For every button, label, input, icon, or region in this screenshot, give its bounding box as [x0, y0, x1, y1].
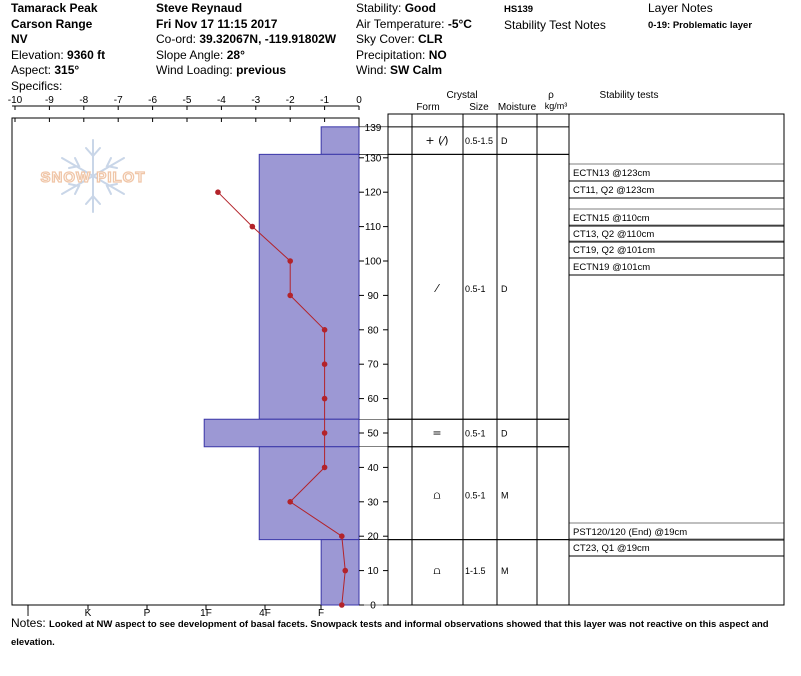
height-tick-label: 130 [364, 153, 382, 165]
temp-tick-label: 0 [356, 95, 362, 106]
temperature-point [322, 465, 328, 471]
air-temp-value: -5°C [447, 16, 472, 31]
layer-form: = [432, 426, 442, 440]
height-top-label: 139 [364, 123, 382, 134]
layer-size: 0.5-1.5 [465, 136, 494, 147]
temperature-point [339, 533, 345, 539]
temperature-point [287, 258, 293, 264]
layer-notes-heading: Layer Notes [648, 1, 713, 15]
height-tick-label: 10 [367, 566, 379, 578]
wind-loading-label: Wind Loading: [156, 63, 237, 77]
height-tick-label: 30 [367, 497, 379, 509]
height-tick-label: 120 [364, 187, 382, 199]
precip-value: NO [428, 47, 447, 62]
temperature-point [322, 327, 328, 333]
hardness-bar [321, 127, 359, 155]
layer-form: ⩍ [433, 488, 441, 502]
layer-size: 0.5-1 [465, 490, 486, 501]
temp-tick-label: -5 [182, 95, 192, 106]
notes [11, 615, 801, 651]
temp-tick-label: -1 [320, 95, 330, 106]
hardness-tick-label: 1F [200, 608, 212, 619]
hardness-tick-label: 4F [259, 608, 271, 619]
wind-label: Wind: [356, 63, 391, 77]
aspect-value: 315° [54, 63, 80, 77]
height-tick-label: 70 [367, 359, 379, 371]
temp-tick-label: -7 [113, 95, 123, 106]
crystal-header: Crystal [446, 90, 478, 101]
wind-value: SW Calm [390, 63, 443, 77]
coord-value: 39.32067N, -119.91802W [199, 32, 337, 46]
hardness-tick-label: P [143, 608, 151, 619]
slope-value: 28° [226, 47, 245, 62]
layer-moisture: M [501, 566, 509, 577]
temp-tick-label: -9 [44, 95, 54, 106]
hardness-bar [259, 447, 359, 540]
stability-label: Stability: [356, 1, 405, 15]
hardness-tick-label: K [84, 608, 92, 619]
stability-tests-header: Stability tests [599, 90, 659, 101]
height-tick-label: 20 [367, 531, 379, 543]
hardness-tick-label: I [26, 608, 30, 619]
height-tick-label: 90 [367, 290, 379, 302]
stability-test-entry: ECTN15 @110cm [573, 213, 650, 224]
stability-test-entry: CT11, Q2 @123cm [573, 185, 655, 196]
notes-label: Notes: [11, 616, 46, 630]
range-name: Carson Range [11, 16, 93, 31]
aspect-label: Aspect: [11, 63, 55, 77]
layer-size: 0.5-1 [465, 284, 486, 295]
temperature-point [287, 499, 293, 505]
hardness-tick-label: F [317, 608, 325, 619]
sky-cover-value: CLR [418, 32, 443, 46]
stability-test-entry: CT13, Q2 @110cm [573, 229, 655, 240]
density-symbol: ρ [548, 90, 554, 101]
temperature-point [342, 568, 348, 574]
layer-moisture: D [501, 136, 508, 147]
height-tick-label: 40 [367, 462, 379, 474]
layer-form: ⩍ [433, 564, 441, 578]
moisture-header: Moisture [497, 102, 537, 113]
elevation-label: Elevation: [11, 47, 68, 62]
layer-moisture: D [501, 428, 508, 439]
density-unit: kg/m³ [544, 101, 568, 111]
temperature-point [322, 361, 328, 367]
temp-tick-label: -10 [7, 95, 23, 106]
layer-moisture: M [501, 490, 509, 501]
height-tick-label: 0 [370, 600, 376, 612]
layer-moisture: D [501, 284, 508, 295]
layer-note-problem: 0-19: Problematic layer [648, 19, 753, 31]
specifics-label: Specifics: [11, 78, 63, 93]
wind-loading-value: previous [236, 63, 287, 77]
air-temp-label: Air Temperature: [356, 16, 448, 31]
temperature-point [215, 189, 221, 195]
temperature-point [322, 430, 328, 436]
layer-size: 0.5-1 [465, 428, 486, 439]
height-tick-label: 50 [367, 428, 379, 440]
temp-tick-label: -4 [216, 95, 226, 106]
height-tick-label: 100 [364, 256, 382, 268]
notes-text: Looked at NW aspect to see development of basal facets. Snowpack tests and informal observations showed that this layer was not reactive on this aspect and elevation. [11, 619, 769, 648]
height-tick-label: 110 [365, 222, 381, 234]
hardness-bar [321, 540, 359, 605]
layer-size: 1-1.5 [465, 566, 486, 577]
temp-tick-label: -6 [148, 95, 158, 106]
temperature-point [322, 396, 328, 402]
temperature-point [250, 224, 256, 230]
form-header: Form [416, 102, 440, 113]
logo-text: SNOW PILOT [40, 169, 146, 186]
temp-tick-label: -8 [79, 95, 89, 106]
hs-value: HS139 [504, 4, 534, 15]
sky-cover-label: Sky Cover: [356, 32, 419, 46]
observation-datetime: Fri Nov 17 11:15 2017 [156, 16, 278, 31]
observer-name: Steve Reynaud [156, 1, 243, 15]
stability-test-entry: CT19, Q2 @101cm [573, 245, 655, 256]
slope-label: Slope Angle: [156, 47, 227, 62]
hardness-bar [259, 154, 359, 419]
stability-test-entry: ECTN19 @101cm [573, 262, 651, 273]
layer-form: + (⁄) [425, 134, 449, 148]
temperature-point [287, 293, 293, 299]
stability-test-notes-heading: Stability Test Notes [504, 17, 606, 32]
size-header: Size [469, 102, 489, 113]
height-tick-label: 60 [367, 394, 379, 406]
stability-test-entry: PST120/120 (End) @19cm [573, 527, 688, 538]
temperature-point [339, 602, 345, 608]
elevation-value: 9360 ft [67, 47, 106, 62]
temp-tick-label: -2 [285, 95, 295, 106]
stability-test-entry: ECTN13 @123cm [573, 168, 651, 179]
coord-label: Co-ord: [156, 32, 200, 46]
state-name: NV [11, 32, 28, 46]
stability-test-entry: CT23, Q1 @19cm [573, 543, 650, 554]
height-tick-label: 80 [367, 325, 379, 337]
precip-label: Precipitation: [356, 47, 429, 62]
temp-tick-label: -3 [251, 95, 261, 106]
site-name: Tamarack Peak [11, 1, 98, 15]
stability-value: Good [404, 1, 437, 15]
hardness-bar [204, 419, 359, 447]
layer-form: ⁄ [436, 282, 438, 296]
